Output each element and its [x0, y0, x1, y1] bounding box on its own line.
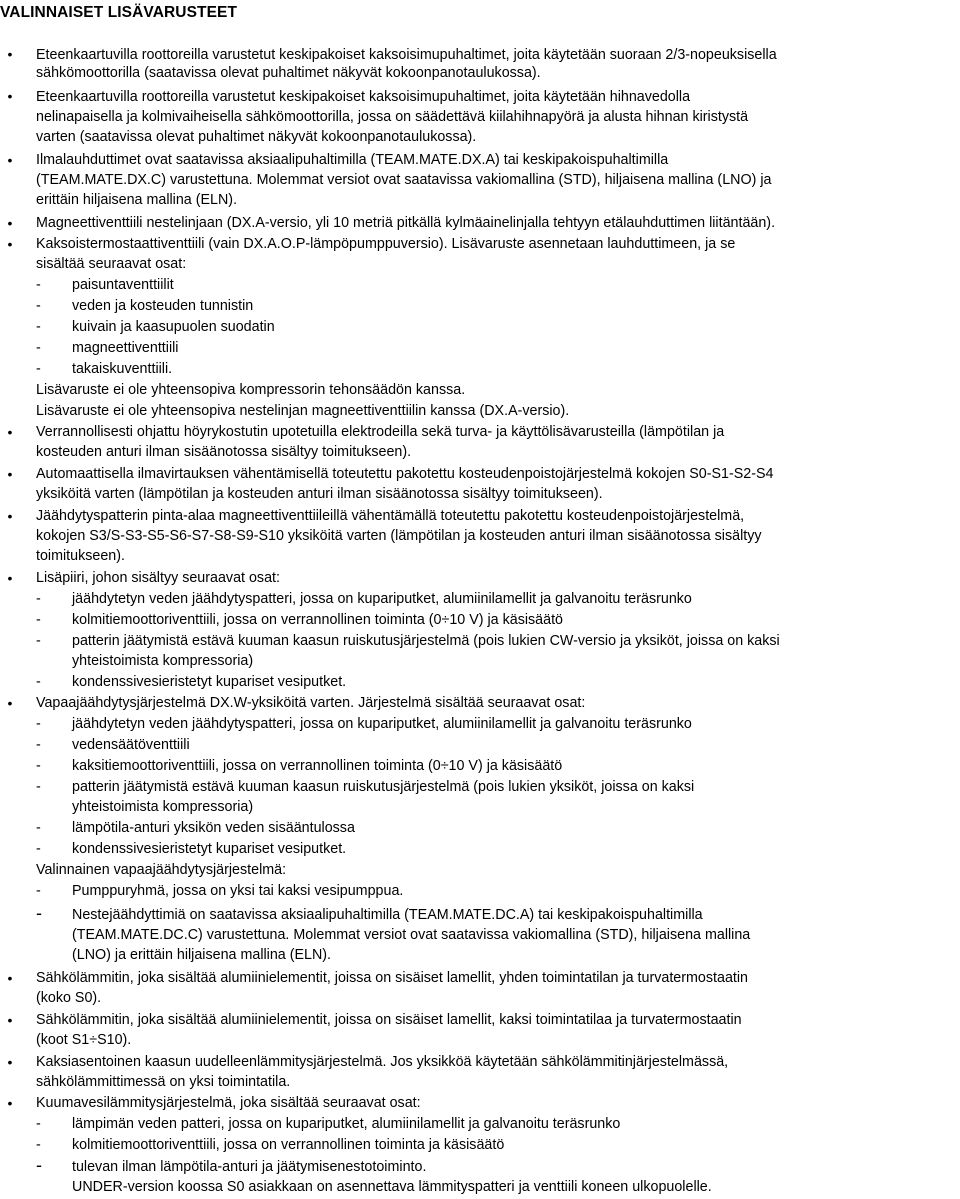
text-line: Eteenkaartuvilla roottoreilla varustetut keskipakoiset kaksoisimupuhaltimet, joita käytetään suoraan 2/3-nopeuksisella — [36, 47, 777, 63]
text-line: Lisävaruste ei ole yhteensopiva nestelinjan magneettiventtiilin kanssa (DX.A-versio). — [36, 403, 570, 419]
dash-icon: - — [36, 903, 42, 923]
list-item: kuivain ja kaasupuolen suodatin — [72, 319, 275, 335]
list-item: takaiskuventtiili. — [72, 361, 173, 377]
text-line: Ilmalauhduttimet ovat saatavissa aksiaalipuhaltimilla (TEAM.MATE.DX.A) tai keskipakoispuhaltimilla — [36, 152, 669, 168]
list-item: tulevan ilman lämpötila-anturi ja jäätymisenestotoiminto. — [72, 1159, 427, 1175]
text-line: sisältää seuraavat osat: — [36, 256, 187, 272]
text-line: nelinapaisella ja kolmivaiheisella sähkömoottorilla, jossa on säädettävä kiilahihnapyörä ja alusta hihnan kiristystä — [36, 109, 749, 125]
text-line: Magneettiventtiili nestelinjaan (DX.A-versio, yli 10 metriä pitkällä kylmäainelinjalla tehtyyn etälauhduttimen liitäntään). — [36, 215, 776, 231]
dash-icon: - — [36, 277, 41, 293]
bullet-icon: • — [7, 215, 13, 231]
list-item-continuation: yhteistoimista kompressoria) — [72, 799, 254, 815]
dash-icon: - — [36, 340, 41, 356]
bullet-icon: • — [7, 970, 13, 986]
list-item-continuation: yhteistoimista kompressoria) — [72, 653, 254, 669]
list-item: jäähdytetyn veden jäähdytyspatteri, jossa on kupariputket, alumiinilamellit ja galvanoitu teräsrunko — [72, 716, 692, 732]
bullet-icon: • — [7, 152, 13, 168]
list-item: Nestejäähdyttimiä on saatavissa aksiaalipuhaltimilla (TEAM.MATE.DC.A) tai keskipakoispuhaltimilla — [72, 907, 703, 923]
text-line: sähkömoottorilla (saatavissa olevat puhaltimet näkyvät kokoonpanotaulukossa). — [36, 65, 541, 81]
list-item: kolmitiemoottoriventtiili, jossa on verrannollinen toiminta (0÷10 V) ja käsisäätö — [72, 612, 563, 628]
dash-icon: - — [36, 820, 41, 836]
list-item: Pumppuryhmä, jossa on yksi tai kaksi vesipumppua. — [72, 883, 404, 899]
bullet-icon: • — [7, 1054, 13, 1070]
dash-icon: - — [36, 361, 41, 377]
bullet-icon: • — [7, 466, 13, 482]
list-item: lämpötila-anturi yksikön veden sisääntulossa — [72, 820, 355, 836]
bullet-icon: • — [7, 46, 13, 62]
dash-icon: - — [36, 633, 41, 649]
text-line: kosteuden anturi ilman sisäänotossa sisältyy toimitukseen). — [36, 444, 412, 460]
dash-icon: - — [36, 1116, 41, 1132]
list-item: kondenssivesieristetyt kupariset vesiputket. — [72, 841, 347, 857]
bullet-icon: • — [7, 88, 13, 104]
dash-icon: - — [36, 591, 41, 607]
bullet-icon: • — [7, 570, 13, 586]
list-item-continuation: UNDER-version koossa S0 asiakkaan on asennettava lämmityspatteri ja venttiili koneen ulkopuolelle. — [72, 1179, 712, 1195]
text-line: sähkölämmittimessä on yksi toimintatila. — [36, 1074, 291, 1090]
text-line: Verrannollisesti ohjattu höyrykostutin upotetuilla elektrodeilla sekä turva- ja käyttölisävarusteilla (lämpötilan ja — [36, 424, 725, 440]
bullet-icon: • — [7, 1012, 13, 1028]
dash-icon: - — [36, 883, 41, 899]
bullet-icon: • — [7, 695, 13, 711]
list-item: patterin jäätymistä estävä kuuman kaasun ruiskutusjärjestelmä (pois lukien CW-versio ja yksiköt, joissa on kaksi — [72, 633, 780, 649]
list-item: vedensäätöventtiili — [72, 737, 190, 753]
bullet-icon: • — [7, 424, 13, 440]
dash-icon: - — [36, 779, 41, 795]
bullet-icon: • — [7, 236, 13, 252]
bullet-icon: • — [7, 508, 13, 524]
list-item: kolmitiemoottoriventtiili, jossa on verrannollinen toiminta ja käsisäätö — [72, 1137, 505, 1153]
text-line: Sähkölämmitin, joka sisältää alumiinielementit, joissa on sisäiset lamellit, yhden toimintatilan ja turvatermostaatin — [36, 970, 748, 986]
dash-icon: - — [36, 674, 41, 690]
text-line: toimitukseen). — [36, 548, 125, 564]
list-item: magneettiventtiili — [72, 340, 179, 356]
text-line: (koko S0). — [36, 990, 102, 1006]
text-line: varten (saatavissa olevat puhaltimet näkyvät kokoonpanotaulukossa). — [36, 129, 477, 145]
dash-icon: - — [36, 1155, 42, 1175]
page-title: VALINNAISET LISÄVARUSTEET — [0, 4, 238, 21]
list-item: lämpimän veden patteri, jossa on kupariputket, alumiinilamellit ja galvanoitu teräsrunko — [72, 1116, 621, 1132]
text-line: Lisävaruste ei ole yhteensopiva kompressorin tehonsäädön kanssa. — [36, 382, 466, 398]
dash-icon: - — [36, 737, 41, 753]
text-line: (TEAM.MATE.DX.C) varustettuna. Molemmat versiot ovat saatavissa vakiomallina (STD), hiljaisena mallina (LNO) ja — [36, 172, 772, 188]
text-line: Kaksoistermostaattiventtiili (vain DX.A.O.P-lämpöpumppuversio). Lisävaruste asennetaan lauhduttimeen, ja se — [36, 236, 736, 252]
dash-icon: - — [36, 1137, 41, 1153]
text-line: Automaattisella ilmavirtauksen vähentämisellä toteutettu pakotettu kosteudenpoistojärjestelmä kokojen S0-S1-S2-S4 — [36, 466, 774, 482]
dash-icon: - — [36, 716, 41, 732]
bullet-icon: • — [7, 1095, 13, 1111]
text-line: yksiköitä varten (lämpötilan ja kosteuden anturi ilman sisäänotossa sisältyy toimitukseen). — [36, 486, 603, 502]
dash-icon: - — [36, 319, 41, 335]
list-item: jäähdytetyn veden jäähdytyspatteri, jossa on kupariputket, alumiinilamellit ja galvanoitu teräsrunko — [72, 591, 692, 607]
text-line: Eteenkaartuvilla roottoreilla varustetut keskipakoiset kaksoisimupuhaltimet, joita käytetään hihnavedolla — [36, 89, 691, 105]
text-line: erittäin hiljaisena mallina (ELN). — [36, 192, 238, 208]
text-line: Valinnainen vapaajäähdytysjärjestelmä: — [36, 862, 287, 878]
dash-icon: - — [36, 841, 41, 857]
text-line: Sähkölämmitin, joka sisältää alumiinielementit, joissa on sisäiset lamellit, kaksi toimintatilaa ja turvatermostaatin — [36, 1012, 742, 1028]
dash-icon: - — [36, 758, 41, 774]
list-item-continuation: (LNO) ja erittäin hiljaisena mallina (ELN). — [72, 947, 332, 963]
list-item: veden ja kosteuden tunnistin — [72, 298, 254, 314]
text-line: Jäähdytyspatterin pinta-alaa magneettiventtiileillä vähentämällä toteutettu pakotettu kosteudenpoistojärjestelmä, — [36, 508, 745, 524]
dash-icon: - — [36, 612, 41, 628]
text-line: (koot S1÷S10). — [36, 1032, 132, 1048]
text-line: Vapaajäähdytysjärjestelmä DX.W-yksiköitä varten. Järjestelmä sisältää seuraavat osat: — [36, 695, 586, 711]
list-item: kaksitiemoottoriventtiili, jossa on verrannollinen toiminta (0÷10 V) ja käsisäätö — [72, 758, 563, 774]
text-line: Kuumavesilämmitysjärjestelmä, joka sisältää seuraavat osat: — [36, 1095, 421, 1111]
text-line: kokojen S3/S-S3-S5-S6-S7-S8-S9-S10 yksiköitä varten (lämpötilan ja kosteuden anturi ilman sisäänotossa sisältyy — [36, 528, 762, 544]
text-line: Kaksiasentoinen kaasun uudelleenlämmitysjärjestelmä. Jos yksikköä käytetään sähkölämmitinjärjestelmässä, — [36, 1054, 729, 1070]
dash-icon: - — [36, 298, 41, 314]
list-item: kondenssivesieristetyt kupariset vesiputket. — [72, 674, 347, 690]
list-item-continuation: (TEAM.MATE.DC.C) varustettuna. Molemmat versiot ovat saatavissa vakiomallina (STD), hiljaisena mallina — [72, 927, 751, 943]
text-line: Lisäpiiri, johon sisältyy seuraavat osat: — [36, 570, 280, 586]
list-item: paisuntaventtiilit — [72, 277, 174, 293]
list-item: patterin jäätymistä estävä kuuman kaasun ruiskutusjärjestelmä (pois lukien yksiköt, joissa on kaksi — [72, 779, 695, 795]
